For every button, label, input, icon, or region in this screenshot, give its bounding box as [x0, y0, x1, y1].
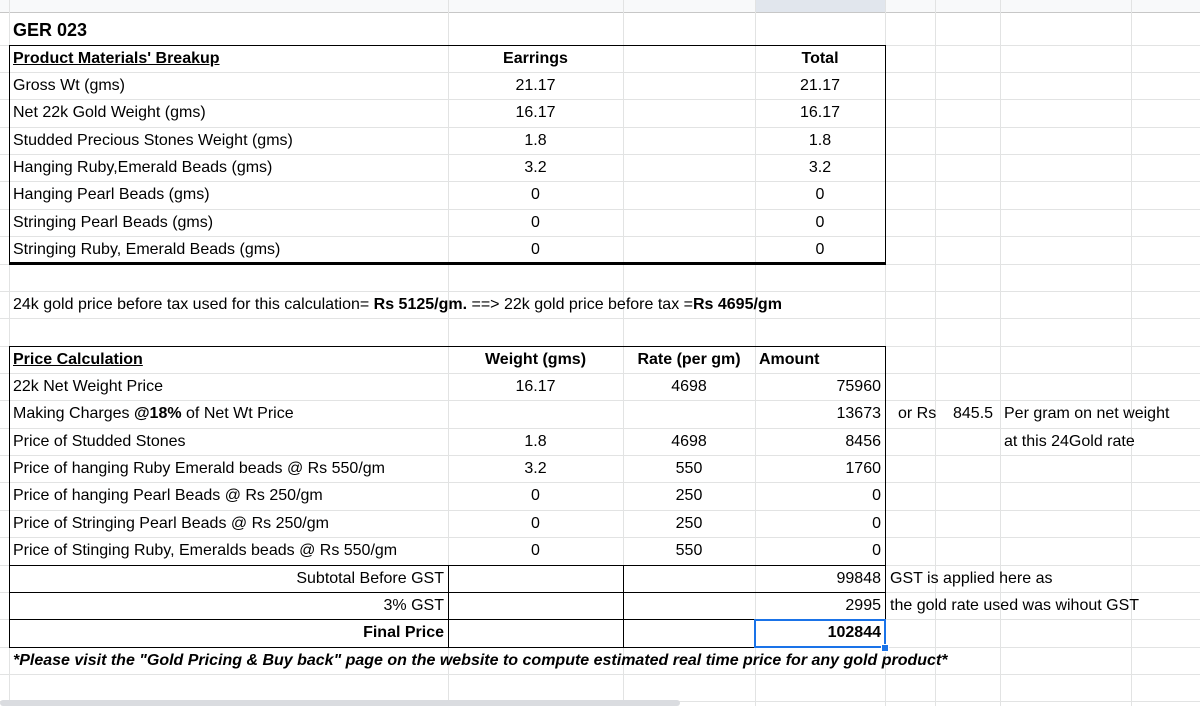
price-row-rate[interactable]: 4698 — [671, 378, 707, 395]
product-code-title[interactable]: GER 023 — [13, 20, 88, 40]
price-row-amount[interactable]: 8456 — [845, 433, 881, 450]
gold-rate-text[interactable]: at this 24Gold rate — [1004, 433, 1135, 450]
materials-row-total[interactable]: 16.17 — [799, 104, 841, 121]
materials-header-total[interactable]: Total — [801, 50, 839, 67]
materials-row-earrings[interactable]: 0 — [531, 241, 540, 258]
materials-header-label[interactable]: Product Materials' Breakup — [13, 50, 220, 67]
materials-row-total[interactable]: 0 — [815, 186, 825, 203]
price-row-weight[interactable]: 0 — [531, 542, 540, 559]
price-row-rate[interactable]: 250 — [675, 487, 703, 504]
gold-note-22k-price: Rs 4695/gm — [692, 296, 782, 313]
price-row-weight[interactable]: 1.8 — [524, 433, 547, 450]
materials-row-label[interactable]: Hanging Pearl Beads (gms) — [13, 186, 210, 203]
price-row-rate[interactable]: 550 — [675, 542, 703, 559]
price-row-weight[interactable]: 0 — [531, 487, 540, 504]
materials-row-earrings[interactable]: 3.2 — [524, 159, 547, 176]
price-row-label[interactable]: 22k Net Weight Price — [13, 378, 163, 395]
footer-note[interactable]: *Please visit the "Gold Pricing & Buy back" page on the website to compute estimated real time price for any gold product* — [13, 652, 948, 669]
price-header-amount[interactable]: Amount — [759, 351, 820, 368]
price-row-rate[interactable]: 250 — [675, 515, 703, 532]
price-row-amount[interactable]: 0 — [872, 487, 881, 504]
materials-header-earrings[interactable]: Earrings — [503, 50, 568, 67]
making-charges-post: of Net Wt Price — [181, 405, 294, 422]
materials-row-total[interactable]: 1.8 — [808, 132, 832, 149]
price-header-rate[interactable]: Rate (per gm) — [637, 351, 741, 368]
gold-note-middle: ==> 22k gold price before tax = — [467, 296, 693, 313]
price-row-making-charges[interactable] — [10, 400, 448, 427]
price-row-amount[interactable]: 1760 — [845, 460, 881, 477]
materials-row-total[interactable]: 0 — [815, 241, 825, 258]
price-row-weight[interactable]: 3.2 — [524, 460, 547, 477]
materials-row-label[interactable]: Hanging Ruby,Emerald Beads (gms) — [13, 159, 273, 176]
price-row-rate[interactable]: 4698 — [671, 433, 707, 450]
gold-note-prefix: 24k gold price before tax used for this calculation= — [13, 296, 374, 313]
final-price-label[interactable]: Final Price — [363, 624, 444, 641]
gst-note-line-2[interactable]: the gold rate used was wihout GST — [890, 597, 1140, 614]
materials-row-total[interactable]: 21.17 — [799, 77, 841, 94]
price-row-amount[interactable]: 75960 — [836, 378, 881, 395]
gst-note-line-1[interactable]: GST is applied here as — [890, 570, 1053, 587]
price-row-weight[interactable]: 16.17 — [515, 378, 556, 395]
final-price-amount[interactable]: 102844 — [827, 624, 881, 641]
selected-column-header[interactable] — [755, 0, 885, 12]
per-gram-value[interactable]: 845.5 — [953, 405, 994, 422]
price-row-label[interactable]: Price of hanging Pearl Beads @ Rs 250/gm — [13, 487, 323, 504]
materials-row-label[interactable]: Stringing Pearl Beads (gms) — [13, 214, 214, 231]
active-cell-selection[interactable] — [754, 619, 886, 648]
materials-row-earrings[interactable]: 21.17 — [515, 77, 556, 94]
subtotal-amount[interactable]: 99848 — [836, 570, 881, 587]
materials-row-label[interactable]: Studded Precious Stones Weight (gms) — [13, 132, 293, 149]
price-row-label[interactable]: Price of Studded Stones — [13, 433, 186, 450]
price-row-amount[interactable]: 13673 — [836, 405, 881, 422]
materials-row-label[interactable]: Stringing Ruby, Emerald Beads (gms) — [13, 241, 281, 258]
materials-row-earrings[interactable]: 16.17 — [515, 104, 556, 121]
gold-rate-note[interactable] — [10, 291, 910, 318]
horizontal-scrollbar[interactable] — [0, 700, 680, 706]
price-header-weight[interactable]: Weight (gms) — [484, 351, 587, 368]
gst-amount[interactable]: 2995 — [845, 597, 881, 614]
price-header-label[interactable]: Price Calculation — [13, 351, 143, 368]
price-row-amount[interactable]: 0 — [872, 542, 881, 559]
materials-row-label[interactable]: Net 22k Gold Weight (gms) — [13, 104, 206, 121]
making-charges-pre: Making Charges — [13, 405, 134, 422]
price-row-rate[interactable]: 550 — [675, 460, 703, 477]
column-header-bar[interactable] — [0, 0, 1200, 13]
materials-row-total[interactable]: 3.2 — [808, 159, 832, 176]
materials-row-earrings[interactable]: 0 — [531, 186, 540, 203]
price-row-label[interactable]: Price of Stringing Pearl Beads @ Rs 250/gm — [13, 515, 329, 532]
price-row-label[interactable]: Price of hanging Ruby Emerald beads @ Rs 550/gm — [13, 460, 385, 477]
price-row-amount[interactable]: 0 — [872, 515, 881, 532]
price-row-weight[interactable]: 0 — [531, 515, 540, 532]
materials-row-label[interactable]: Gross Wt (gms) — [13, 77, 125, 94]
gold-note-24k-price: Rs 5125/gm. — [373, 296, 468, 313]
per-gram-text[interactable]: Per gram on net weight — [1004, 405, 1170, 422]
subtotal-label[interactable]: Subtotal Before GST — [296, 570, 444, 587]
making-charges-percent: @18% — [133, 405, 182, 422]
materials-row-total[interactable]: 0 — [815, 214, 825, 231]
or-rs-label[interactable]: or Rs — [898, 405, 937, 422]
materials-row-earrings[interactable]: 0 — [531, 214, 540, 231]
materials-row-earrings[interactable]: 1.8 — [524, 132, 547, 149]
gst-label[interactable]: 3% GST — [383, 597, 444, 614]
price-row-label[interactable]: Price of Stinging Ruby, Emeralds beads @ Rs 550/gm — [13, 542, 398, 559]
